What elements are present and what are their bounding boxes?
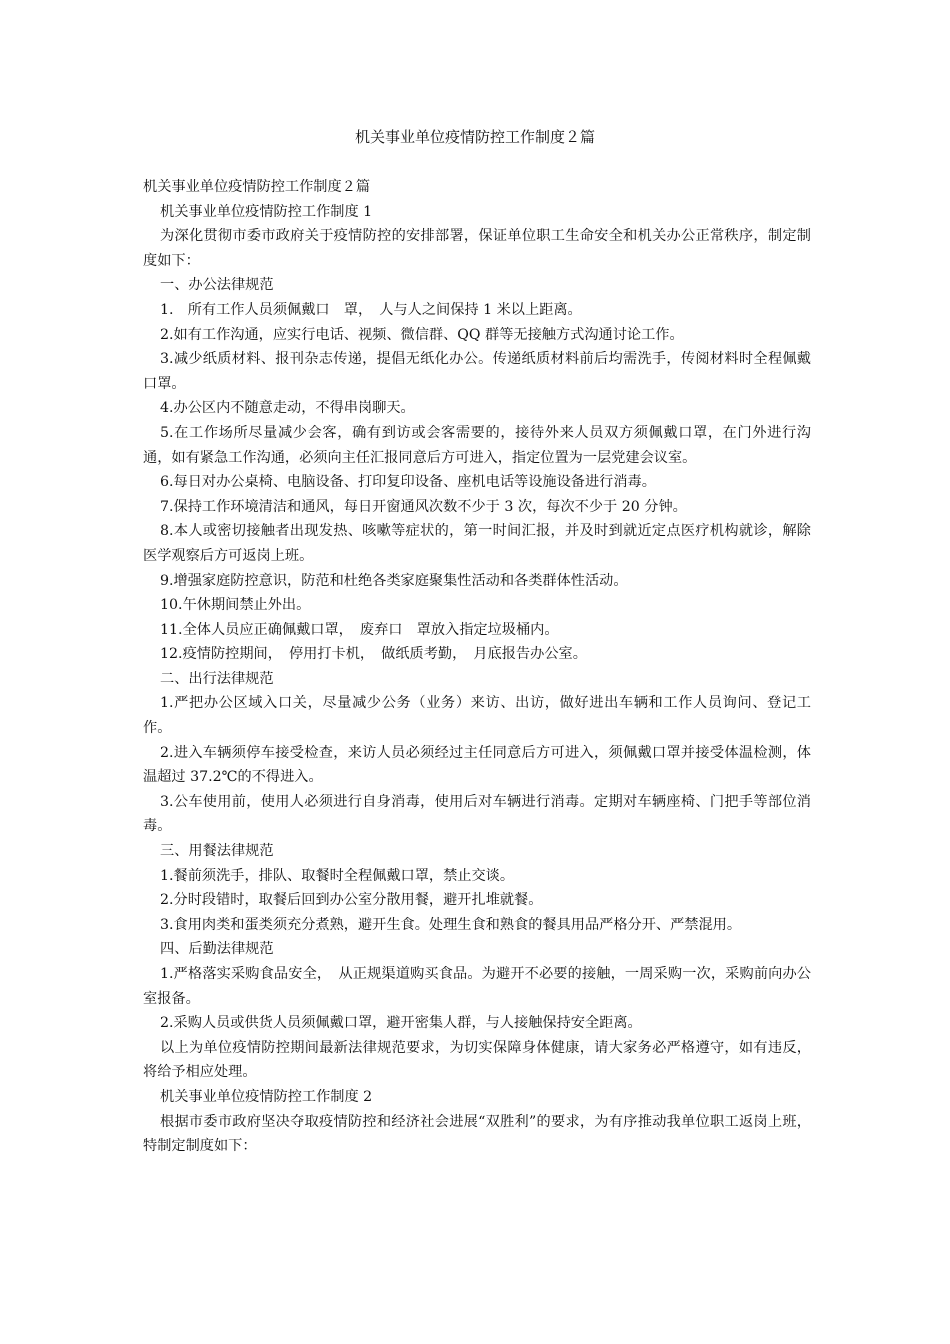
part1-closing: 以上为单位疫情防控期间最新法律规范要求，为切实保障身体健康，请大家务必严格遵守，如有违反，将给予相应处理。	[143, 1039, 811, 1081]
office-rule-9: 9.增强家庭防控意识，防范和杜绝各类家庭聚集性活动和各类群体性活动。	[160, 572, 628, 589]
section-title-logistics: 四、后勤法律规范	[160, 941, 274, 958]
part2-intro: 根据市委市政府坚决夺取疫情防控和经济社会进展“双胜利”的要求，为有序推动我单位职工返岗上班，特制定制度如下：	[143, 1113, 811, 1155]
document-body	[143, 175, 811, 1159]
office-rule-5: 5.在工作场所尽量减少会客，确有到访或会客需要的，接待外来人员双方须佩戴口罩，在门外进行沟通，如有紧急工作沟通，必须向主任汇报同意后方可进入，指定位置为一层党建会议室。	[143, 424, 811, 466]
office-rule-3: 3.减少纸质材料、报刊杂志传递，提倡无纸化办公。传递纸质材料前后均需洗手，传阅材料时全程佩戴口罩。	[143, 351, 811, 392]
section-title-travel: 二、出行法律规范	[160, 670, 274, 687]
logistics-rule-2: 2.采购人员或供货人员须佩戴口罩，避开密集人群，与人接触保持安全距离。	[160, 1015, 642, 1032]
office-rule-10: 10.午休期间禁止外出。	[160, 597, 311, 614]
dining-rule-2: 2.分时段错时，取餐后回到办公室分散用餐，避开扎堆就餐。	[160, 892, 543, 909]
document-heading: 机关事业单位疫情防控工作制度２篇	[143, 179, 371, 195]
section-title-dining: 三、用餐法律规范	[160, 843, 274, 860]
part2-heading: 机关事业单位疫情防控工作制度 2	[160, 1088, 373, 1105]
office-rule-6: 6.每日对办公桌椅、电脑设备、打印复印设备、座机电话等设施设备进行消毒。	[160, 474, 656, 491]
travel-rule-3: 3.公车使用前，使用人必须进行自身消毒，使用后对车辆进行消毒。定期对车辆座椅、门把手等部位消毒。	[143, 793, 811, 835]
travel-rule-1: 1.严把办公区域入口关，尽量减少公务（业务）来访、出访，做好进出车辆和工作人员询问、登记工作。	[143, 695, 811, 737]
office-rule-11: 11.全体人员应正确佩戴口罩， 废弃口 罩放入指定垃圾桶内。	[160, 621, 559, 638]
document-title: 机关事业单位疫情防控工作制度２篇	[354, 128, 595, 146]
office-rule-12: 12.疫情防控期间， 停用打卡机， 做纸质考勤， 月底报告办公室。	[160, 646, 587, 663]
dining-rule-1: 1.餐前须洗手，排队、取餐时全程佩戴口罩，禁止交谈。	[160, 867, 515, 884]
travel-rule-2: 2.进入车辆须停车接受检查，来访人员必须经过主任同意后方可进入，须佩戴口罩并接受体温检测，体温超过 37.2℃的不得进入。	[143, 744, 811, 786]
office-rule-8: 8.本人或密切接触者出现发热、咳嗽等症状的，第一时间汇报，并及时到就近定点医疗机构就诊，解除医学观察后方可返岗上班。	[143, 523, 811, 564]
part1-heading: 机关事业单位疫情防控工作制度 1	[160, 203, 373, 220]
part1-intro: 为深化贯彻市委市政府关于疫情防控的安排部署，保证单位职工生命安全和机关办公正常秩序，制定制度如下：	[143, 228, 811, 269]
logistics-rule-1: 1.严格落实采购食品安全， 从正规渠道购买食品。为避开不必要的接触，一周采购一次，采购前向办公室报备。	[143, 966, 811, 1007]
office-rule-2: 2.如有工作沟通，应实行电话、视频、微信群、QQ 群等无接触方式沟通讨论工作。	[160, 326, 684, 343]
office-rule-7: 7.保持工作环境清洁和通风，每日开窗通风次数不少于 3 次，每次不少于 20 分钟。	[160, 498, 687, 515]
dining-rule-3: 3.食用肉类和蛋类须充分煮熟，避开生食。处理生食和熟食的餐具用品严格分开、严禁混用。	[160, 916, 742, 933]
office-rule-1: 1. 所有工作人员须佩戴口 罩， 人与人之间保持 1 米以上距离。	[160, 301, 582, 318]
office-rule-4: 4.办公区内不随意走动，不得串岗聊天。	[160, 400, 415, 417]
section-title-office: 一、办公法律规范	[160, 277, 274, 294]
